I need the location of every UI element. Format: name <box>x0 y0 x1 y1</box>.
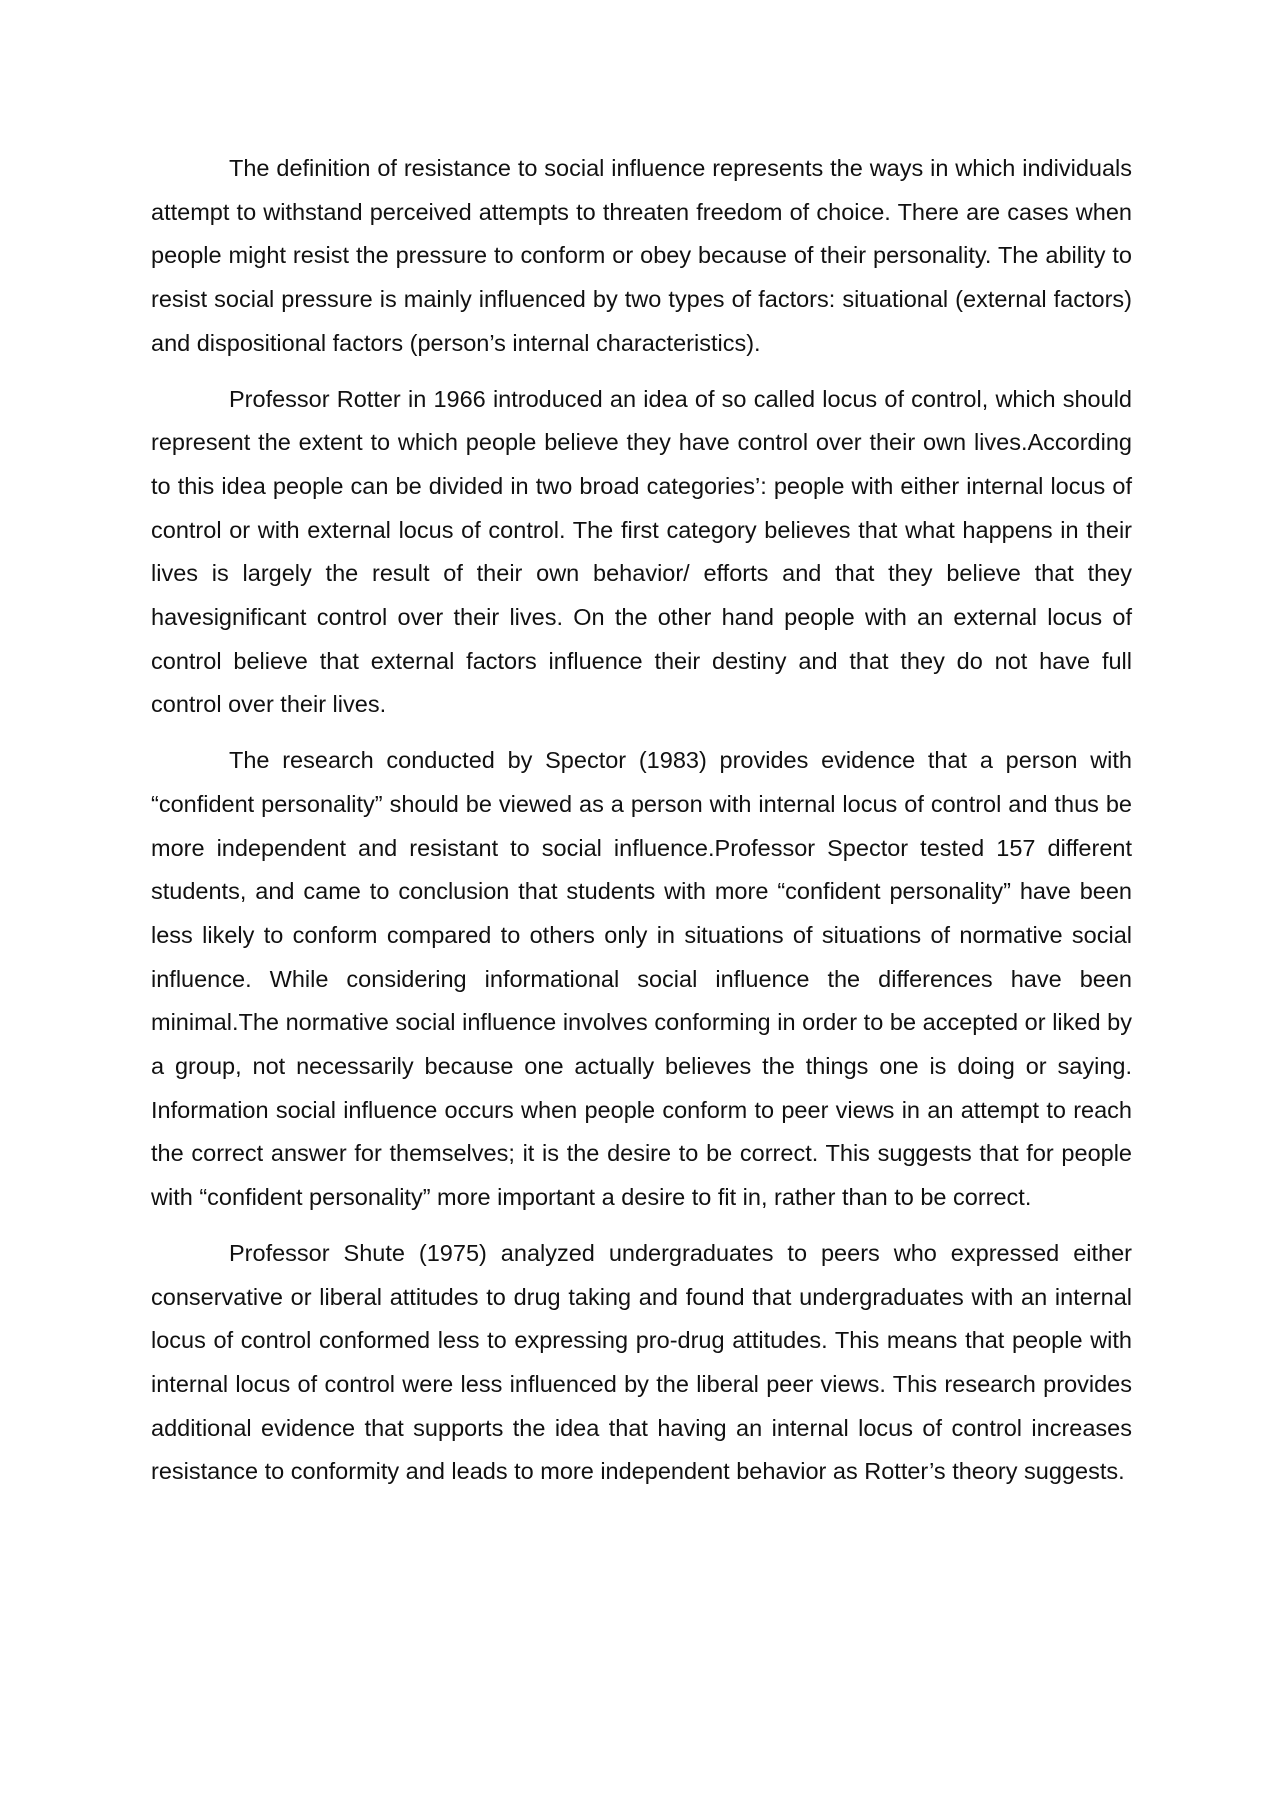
paragraph-rotter-locus-of-control: Professor Rotter in 1966 introduced an idea of so called locus of control, which should represent the extent to which people believe they have control over their own lives.According to this idea people can be divided in two broad categories’: people with either internal locus of control or with external locus of control. The first category believes that what happens in their lives is largely the result of their own behavior/ efforts and that they believe that they havesignificant control over their lives. On the other hand people with an external locus of control believe that external factors influence their destiny and that they do not have full control over their lives. <box>151 385 1132 718</box>
paragraph-spector-research: The research conducted by Spector (1983) provides evidence that a person with “confident personality” should be viewed as a person with internal locus of control and thus be more independent and resistant to social influence.Professor Spector tested 157 different students, and came to conclusion that students with more “confident personality” have been less likely to conform compared to others only in situations of situations of normative social influence. While considering informational social influence the differences have been minimal.The normative social influence involves conforming in order to be accepted or liked by a group, not necessarily because one actually believes the things one is doing or saying. Information social influence occurs when people conform to peer views in an attempt to reach the correct answer for themselves; it is the desire to be correct. This suggests that for people with “confident personality” more important a desire to fit in, rather than to be correct. <box>151 747 1132 1211</box>
document-page <box>151 147 1132 1506</box>
paragraph-shute-research: Professor Shute (1975) analyzed undergraduates to peers who expressed either conservative or liberal attitudes to drug taking and found that undergraduates with an internal locus of control conformed less to expressing pro-drug attitudes. This means that people with internal locus of control were less influenced by the liberal peer views. This research provides additional evidence that supports the idea that having an internal locus of control increases resistance to conformity and leads to more independent behavior as Rotter’s theory suggests. <box>151 1239 1132 1485</box>
paragraph-resistance-definition: The definition of resistance to social influence represents the ways in which individuals attempt to withstand perceived attempts to threaten freedom of choice. There are cases when people might resist the pressure to conform or obey because of their personality. The ability to resist social pressure is mainly influenced by two types of factors: situational (external factors) and dispositional factors (person’s internal characteristics). <box>151 155 1132 356</box>
